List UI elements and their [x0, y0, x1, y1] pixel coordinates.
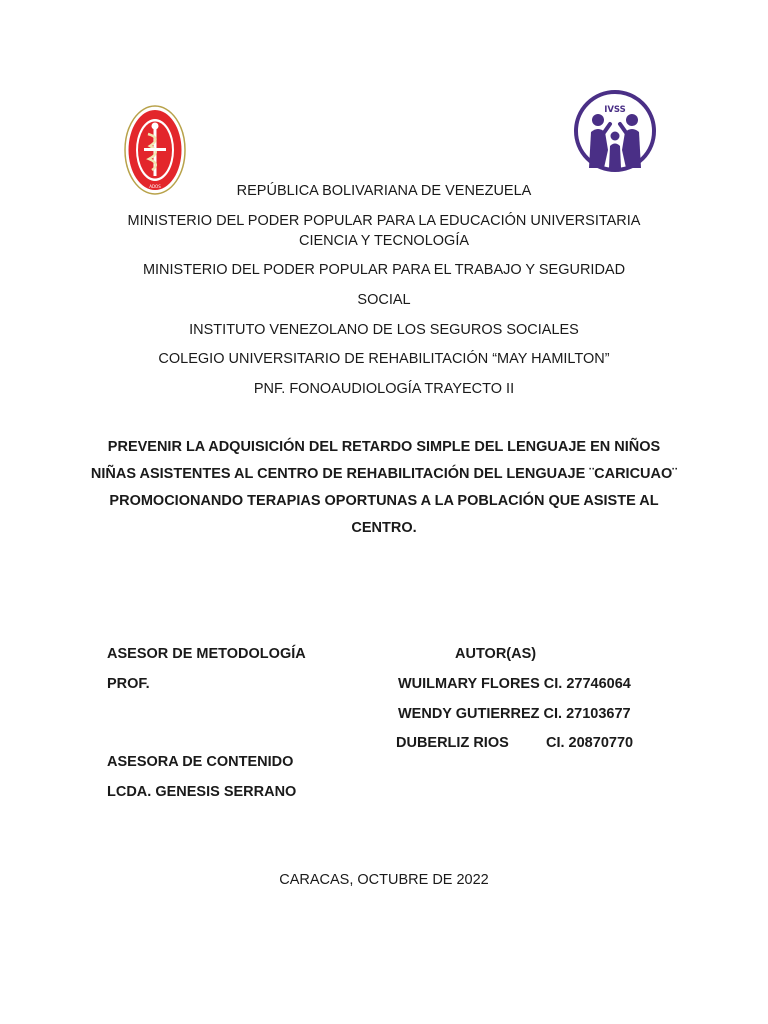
place-and-date: CARACAS, OCTUBRE DE 2022: [279, 872, 489, 888]
methodology-advisor-name: PROF.: [107, 676, 150, 692]
header-college: COLEGIO UNIVERSITARIO DE REHABILITACIÓN “MAY HAMILTON”: [158, 351, 610, 367]
header-ministry-labor-cont: SOCIAL: [357, 292, 411, 308]
author-3-name: DUBERLIZ RIOS: [396, 735, 509, 751]
header-program: PNF. FONOAUDIOLOGÍA TRAYECTO II: [253, 381, 515, 397]
header-ministry-labor: MINISTERIO DEL PODER POPULAR PARA EL TRABAJO Y SEGURIDAD: [142, 262, 626, 278]
header-ivss: INSTITUTO VENEZOLANO DE LOS SEGUROS SOCIALES: [189, 322, 579, 338]
header-republic: REPÚBLICA BOLIVARIANA DE VENEZUELA: [236, 183, 532, 199]
ivss-logo: [574, 90, 656, 172]
author-3-ci: CI. 20870770: [546, 735, 634, 751]
author-2: WENDY GUTIERREZ CI. 27103677: [398, 706, 631, 722]
content-advisor-label: ASESORA DE CONTENIDO: [107, 754, 294, 770]
author-1: WUILMARY FLORES CI. 27746064: [398, 676, 631, 692]
header-ministry-education-cont: CIENCIA Y TECNOLOGÍA: [298, 233, 470, 249]
header-ministry-education: MINISTERIO DEL PODER POPULAR PARA LA EDUCACIÓN UNIVERSITARIA: [127, 213, 641, 229]
methodology-advisor-label: ASESOR DE METODOLOGÍA: [107, 646, 306, 662]
document-title: PREVENIR LA ADQUISICIÓN DEL RETARDO SIMPLE DEL LENGUAJE EN NIÑOS NIÑAS ASISTENTES AL CENTRO DE REHABILITACIÓN DEL LENGUAJE ¨CARICUAO¨ PROMOCIONANDO TERAPIAS OPORTUNAS A LA POBLACIÓN QUE ASISTE AL CENTRO.: [90, 439, 678, 536]
content-advisor-name: LCDA. GENESIS SERRANO: [107, 784, 297, 800]
svg-text:IVSS: IVSS: [604, 105, 626, 115]
authors-label: AUTOR(AS): [455, 646, 537, 662]
svg-text:ADOS: ADOS: [149, 184, 161, 189]
